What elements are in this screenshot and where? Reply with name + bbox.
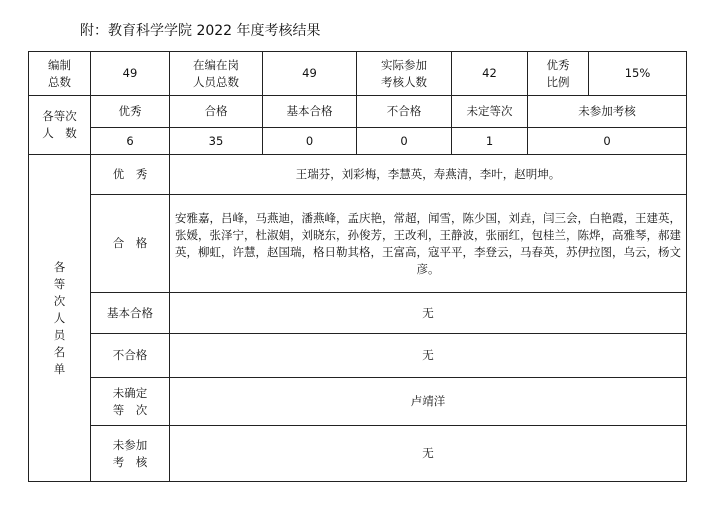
grade-count-row	[29, 128, 687, 155]
grade-header: 未定等次	[452, 96, 528, 128]
excellent-row	[29, 155, 687, 195]
qualified-names: 安雅嘉，吕峰，马燕迪，潘燕峰，孟庆艳，常超，闻雪，陈少国，刘垚，闫三会，白艳霞，王建英，张媛，张泽宁，杜淑娟，刘晓东，孙俊芳，王改利，王静波，张丽红，包桂兰，陈烨，高雅琴，郝建英，柳虹，许慧，赵国瑞，格日勒其格，王富高，寇平平，李登云，马春英，苏伊拉图，乌云，杨文彦。	[170, 195, 687, 293]
basic-qualified-names: 无	[170, 293, 687, 334]
ratio-value: 15%	[589, 52, 687, 96]
grade-header: 合格	[170, 96, 263, 128]
absent-label: 未参加 考 核	[91, 426, 170, 482]
grade-count: 35	[170, 128, 263, 155]
qualified-row	[29, 195, 687, 293]
grade-count-label: 各等次 人 数	[29, 96, 91, 155]
ratio-label: 优秀 比例	[528, 52, 589, 96]
total-label: 编制 总数	[29, 52, 91, 96]
grade-header-row	[29, 96, 687, 128]
basic-qualified-row	[29, 293, 687, 334]
undetermined-names: 卢靖洋	[170, 378, 687, 426]
undetermined-row	[29, 378, 687, 426]
actual-value: 42	[452, 52, 528, 96]
grade-header: 未参加考核	[528, 96, 687, 128]
grade-count: 0	[263, 128, 357, 155]
grade-count: 0	[357, 128, 452, 155]
grade-count: 1	[452, 128, 528, 155]
actual-label: 实际参加 考核人数	[357, 52, 452, 96]
grade-header: 优秀	[91, 96, 170, 128]
absent-names: 无	[170, 426, 687, 482]
inpost-label: 在编在岗 人员总数	[170, 52, 263, 96]
grade-count: 0	[528, 128, 687, 155]
inpost-value: 49	[263, 52, 357, 96]
qualified-label: 合 格	[91, 195, 170, 293]
total-value: 49	[91, 52, 170, 96]
basic-qualified-label: 基本合格	[91, 293, 170, 334]
grade-count: 6	[91, 128, 170, 155]
document-title: 附：教育科学学院 2022 年度考核结果	[80, 23, 321, 39]
excellent-label: 优 秀	[91, 155, 170, 195]
absent-row	[29, 426, 687, 482]
unqualified-label: 不合格	[91, 334, 170, 378]
grade-header: 不合格	[357, 96, 452, 128]
undetermined-label: 未确定 等 次	[91, 378, 170, 426]
summary-row	[29, 52, 687, 96]
assessment-results-table	[28, 51, 687, 482]
excellent-names: 王瑞芬，刘彩梅，李慧英，寿燕清，李叶，赵明坤。	[170, 155, 687, 195]
unqualified-names: 无	[170, 334, 687, 378]
name-list-section-label: 各 等 次 人 员 名 单	[29, 155, 91, 482]
unqualified-row	[29, 334, 687, 378]
grade-header: 基本合格	[263, 96, 357, 128]
